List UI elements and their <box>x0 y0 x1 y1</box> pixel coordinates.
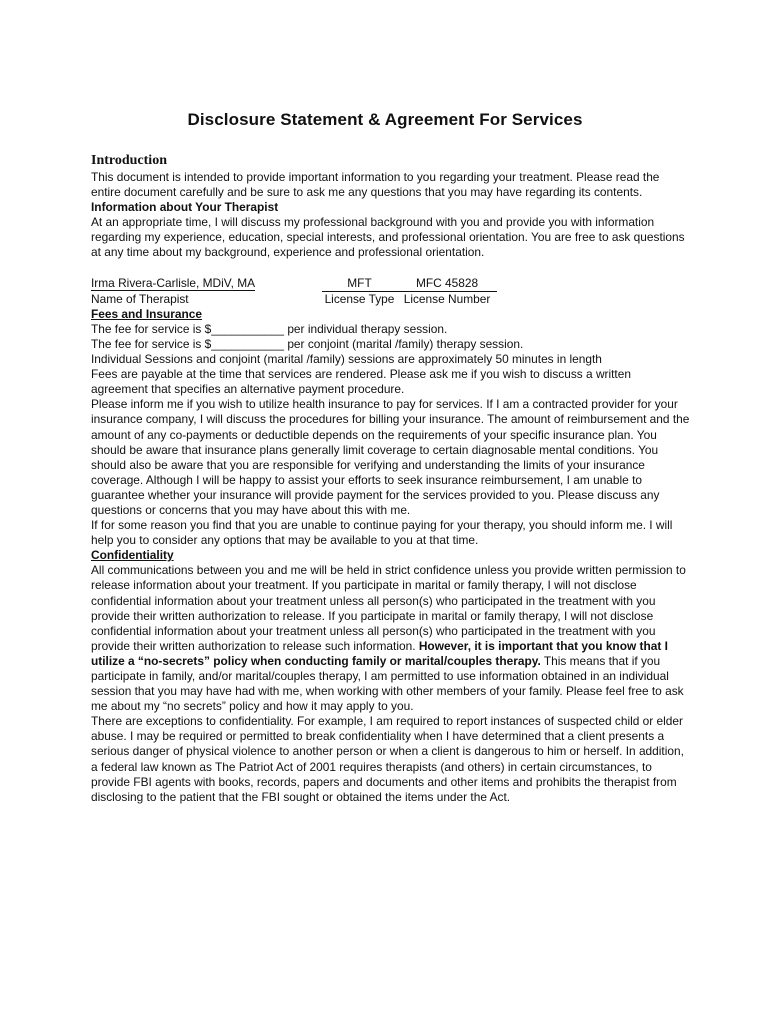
fees-paragraph-session-length: Individual Sessions and conjoint (marital /family) sessions are approximately 50 minutes in length <box>91 352 602 367</box>
introduction-text: This document is intended to provide important information to you regarding your treatment. Please read the entire document carefully and be sure to ask me any questions that you may have regarding its contents. <box>91 170 660 200</box>
therapist-info-text: At an appropriate time, I will discuss my professional background with you and provide you with information regarding my experience, education, special interests, and professional orientation. You are free to ask questions at any time about my background, experience and professional orientation. <box>91 215 685 260</box>
therapist-info-heading: Information about Your Therapist <box>91 200 279 215</box>
license-number: MFC 45828 <box>397 276 497 292</box>
license-type-label: License Type <box>324 291 395 306</box>
license-type: MFT <box>322 276 397 292</box>
license-number-label: License Number <box>403 291 491 306</box>
fees-paragraph-insurance: Please inform me if you wish to utilize health insurance to pay for services. If I am a contracted provider for your insurance company, I will discuss the procedures for billing your insurance. The amount of reimbursement and the amount of any co-payments or deductible depends on the requirements of your specific insurance plan. You should be aware that insurance plans generally limit coverage to certain diagnosable mental conditions. You should also be aware that you are responsible for verifying and understanding the limits of your insurance coverage. Although I will be happy to assist your efforts to seek insurance reimbursement, I am unable to guarantee whether your insurance will provide payment for the services provided to you. Please discuss any questions or concerns that you may have about this with me. <box>91 397 690 517</box>
therapist-name: Irma Rivera-Carlisle, MDiV, MA <box>91 275 256 290</box>
fees-paragraph-payment: Fees are payable at the time that services are rendered. Please ask me if you wish to discuss a written agreement that specifies an alternative payment procedure. <box>91 367 631 397</box>
therapist-labels-row <box>91 292 691 307</box>
fees-paragraph-unable-to-pay: If for some reason you find that you are unable to continue paying for your therapy, you should inform me. I will help you to consider any options that may be available to you at that time. <box>91 518 673 548</box>
no-secrets-policy-bold: However, it is important that you know that I utilize a “no-secrets” policy when conducting family or marital/couples therapy. <box>91 638 668 668</box>
fee-conjoint-line: The fee for service is $___________ per conjoint (marital /family) therapy session. <box>91 336 524 351</box>
fees-heading: Fees and Insurance <box>91 306 203 321</box>
document-body <box>91 152 691 805</box>
confidentiality-exceptions: There are exceptions to confidentiality. For example, I am required to report instances of suspected child or elder abuse. I may be required or permitted to break confidentiality when I have determined that a client presents a serious danger of physical violence to another person or when a client is dangerous to him or herself. In addition, a federal law known as The Patriot Act of 2001 requires therapists (and others) in certain circumstances, to provide FBI agents with books, records, papers and documents and other items and prohibits the therapist from disclosing to the patient that the FBI sought or obtained the items under the Act. <box>91 714 684 804</box>
confidentiality-heading: Confidentiality <box>91 548 174 563</box>
fee-individual-line: The fee for service is $___________ per individual therapy session. <box>91 321 448 336</box>
therapist-name-label: Name of Therapist <box>91 291 189 306</box>
confidentiality-text: All communications between you and me will be held in strict confidence unless you provide written permission to release information about your treatment. If you participate in marital or family therapy, I will not disclose confidential information about your treatment unless all person(s) who participated in the treatment with you provide their written authorization to release. If you participate in marital or family therapy, I will not disclose confidential information about your treatment unless all person(s) who participated in the treatment with you provide their written authorization to release such information. <box>91 563 686 653</box>
therapist-details-row <box>91 276 691 292</box>
confidentiality-paragraph-1 <box>91 563 691 714</box>
introduction-heading: Introduction <box>91 153 167 168</box>
document-title: Disclosure Statement & Agreement For Services <box>187 110 583 129</box>
no-secrets-policy-text: This means that if you participate in family, and/or marital/couples therapy, I am permitted to use information obtained in an individual session that you may have had with me, when working with other members of your family. Please feel free to ask me about my “no secrets” policy and how it may apply to you. <box>91 653 684 714</box>
